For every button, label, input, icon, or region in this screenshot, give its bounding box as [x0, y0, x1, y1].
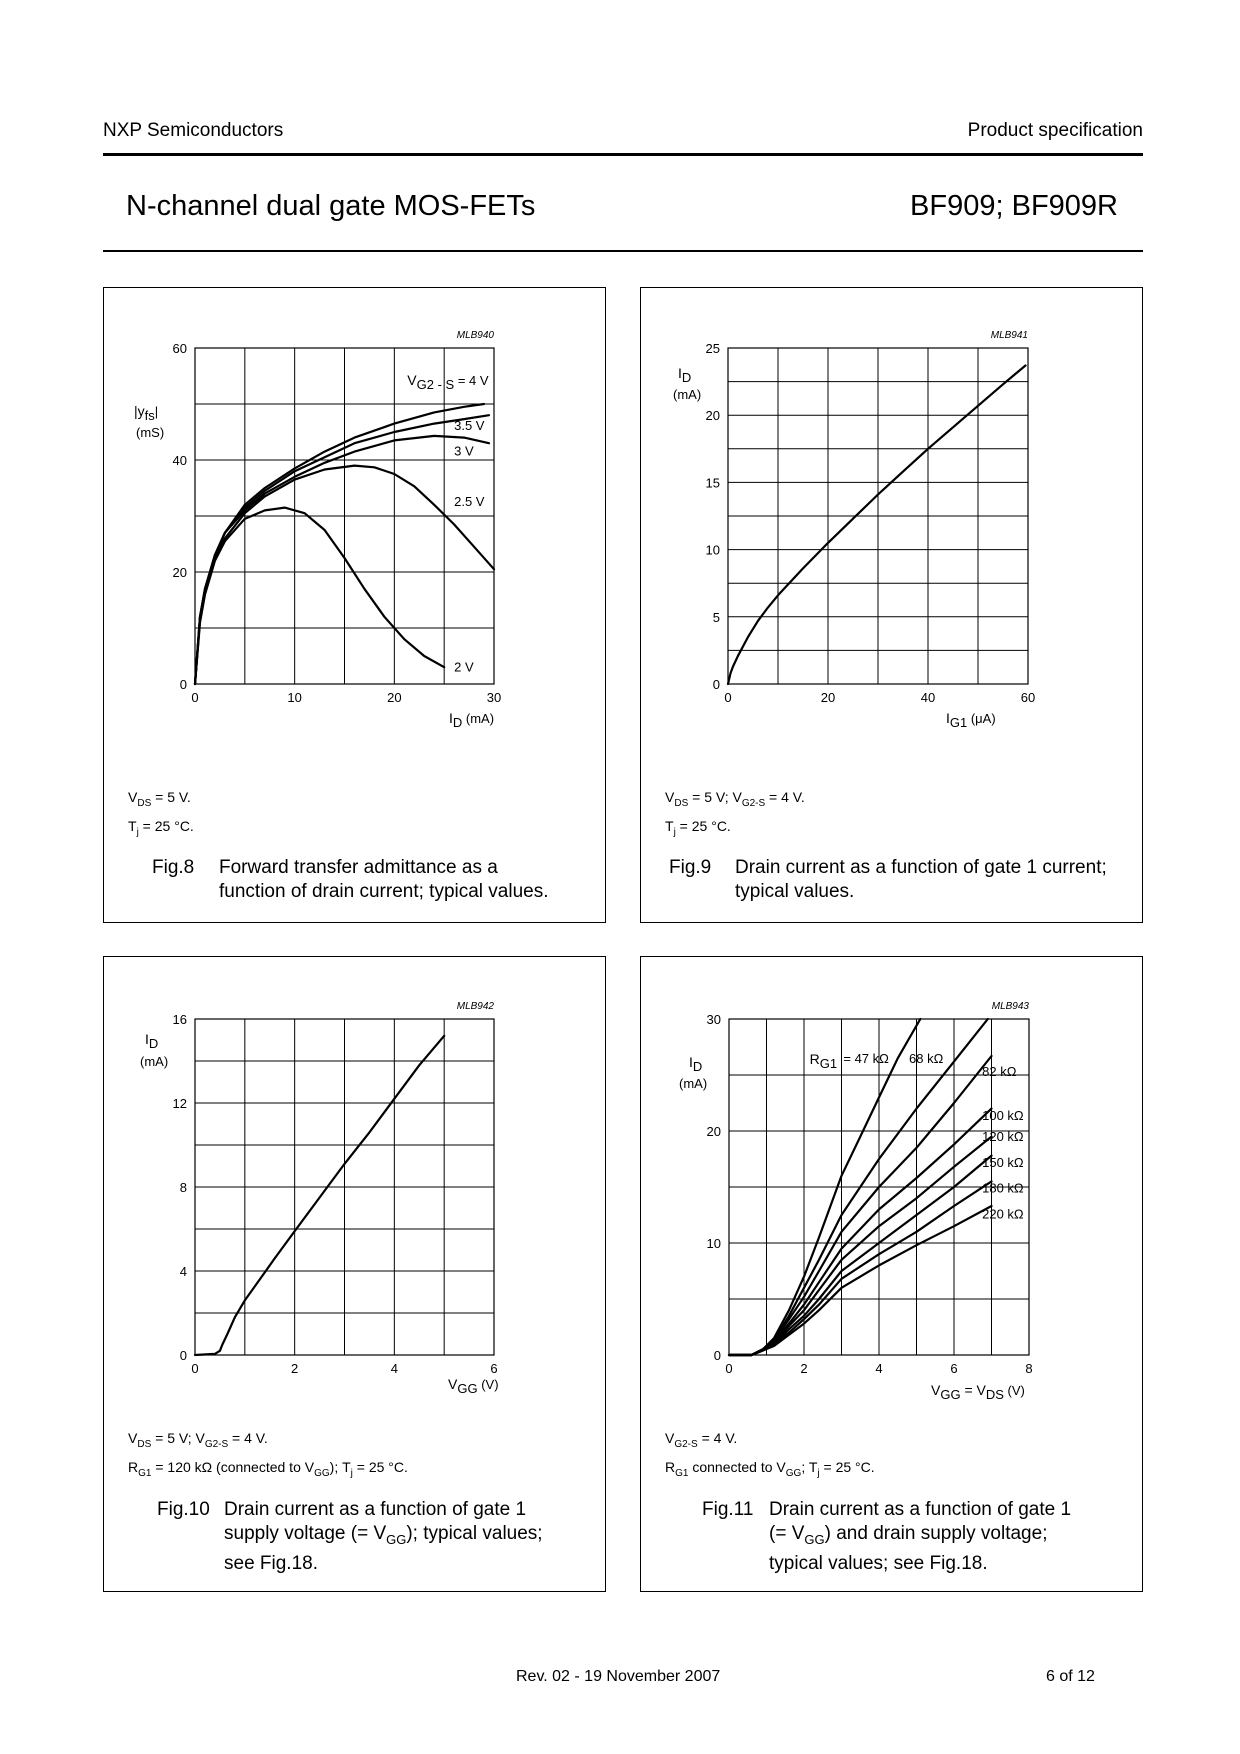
- x-tick-label: 40: [920, 690, 936, 705]
- series-label: 100 kΩ: [982, 1107, 1024, 1123]
- y-tick-label: 10: [706, 1236, 721, 1251]
- figure-8: [103, 287, 606, 923]
- condition-line: $R_{G1} = 120$ kΩ (connected to $V_{GG}$); $T_j = 25$ °C.: [128, 1458, 408, 1479]
- series-line: [195, 436, 489, 684]
- figure-11-conditions: [665, 1427, 875, 1485]
- y-tick-label: 4: [179, 1264, 187, 1279]
- series-label: 2 V: [454, 659, 474, 675]
- figure-8-conditions: [128, 786, 194, 844]
- y-axis-unit: (mA): [679, 1076, 708, 1091]
- x-tick-label: 6: [950, 1361, 958, 1376]
- legend-prefix: RG1: [809, 1050, 838, 1071]
- y-axis-label: ID: [689, 1054, 703, 1074]
- series-label: 68 kΩ: [909, 1051, 944, 1067]
- caption-line: typical values; see Fig.18.: [769, 1552, 988, 1574]
- y-tick-label: 12: [172, 1096, 187, 1111]
- caption-line: (= $V_{GG}$) and drain supply voltage;: [769, 1523, 1048, 1547]
- y-tick-label: 10: [705, 542, 720, 558]
- condition-line: $V_{DS} = 5$ V; $V_{G2-S} = 4$ V.: [665, 789, 805, 809]
- caption-line: see Fig.18.: [224, 1552, 318, 1574]
- series-line: [729, 1109, 992, 1355]
- y-tick-label: 0: [179, 1348, 187, 1363]
- document-type: Product specification: [967, 120, 1143, 141]
- figure-9-caption: [669, 856, 1107, 904]
- figure-11-caption: [702, 1498, 1071, 1576]
- figure-11: [640, 956, 1143, 1592]
- series-line: [729, 1181, 992, 1355]
- y-tick-label: 0: [713, 1348, 721, 1363]
- caption-line: typical values.: [735, 881, 855, 902]
- x-tick-label: 2: [800, 1361, 808, 1376]
- y-tick-label: 20: [172, 565, 187, 580]
- series-line: [195, 404, 484, 684]
- chart-code: MLB943: [991, 1001, 1029, 1012]
- y-axis-unit: (mS): [136, 425, 165, 440]
- figure-9-conditions: [665, 786, 805, 844]
- y-tick-label: 25: [705, 341, 720, 356]
- series-label: 150 kΩ: [982, 1154, 1024, 1170]
- x-tick-label: 4: [875, 1361, 883, 1376]
- x-tick-label: 20: [387, 690, 402, 705]
- condition-line: $V_{DS} = 5$ V; $V_{G2-S} = 4$ V.: [128, 1430, 268, 1450]
- series-label: 3 V: [454, 443, 474, 459]
- y-tick-label: 15: [705, 475, 720, 491]
- title-rule: [103, 250, 1143, 252]
- y-tick-label: 20: [706, 1124, 721, 1139]
- company-name: NXP Semiconductors: [103, 120, 284, 141]
- y-tick-label: 0: [179, 677, 187, 692]
- caption-line: function of drain current; typical values.: [219, 881, 549, 902]
- header-rule: [103, 153, 1143, 156]
- x-tick-label: 2: [291, 1361, 299, 1376]
- figure-9: [640, 287, 1143, 923]
- series-label: 2.5 V: [454, 493, 485, 509]
- series-line: [729, 1137, 992, 1355]
- y-tick-label: 30: [706, 1012, 721, 1027]
- x-axis-label: VGG (V): [448, 1376, 499, 1396]
- revision-info: Rev. 02 - 19 November 2007: [516, 1668, 721, 1685]
- series-label: 82 kΩ: [982, 1064, 1017, 1080]
- series-label: 180 kΩ: [982, 1180, 1024, 1196]
- caption-line: Drain current as a function of gate 1: [224, 1499, 527, 1520]
- y-axis-label: ID: [145, 1031, 159, 1051]
- series-line: [195, 508, 444, 684]
- series-line: [728, 366, 1026, 685]
- chart-code: MLB942: [456, 1001, 494, 1012]
- figure-10-conditions: [128, 1427, 408, 1485]
- y-tick-label: 60: [172, 341, 187, 356]
- series-label: 3.5 V: [454, 417, 485, 433]
- x-tick-label: 20: [820, 690, 836, 705]
- series-label: 220 kΩ: [982, 1206, 1024, 1222]
- x-tick-label: 0: [724, 690, 732, 705]
- x-tick-label: 10: [287, 690, 302, 705]
- y-tick-label: 8: [179, 1180, 187, 1195]
- y-tick-label: 0: [712, 677, 720, 692]
- caption-line: Forward transfer admittance as a: [219, 857, 498, 878]
- y-axis-unit: (mA): [673, 387, 702, 402]
- x-tick-label: 6: [490, 1361, 498, 1376]
- figure-10: [103, 956, 606, 1592]
- y-tick-label: 16: [172, 1012, 187, 1027]
- y-tick-label: 5: [712, 609, 720, 625]
- page-number: 6 of 12: [1046, 1668, 1095, 1685]
- caption-line: supply voltage (= $V_{GG}$); typical values;: [224, 1523, 543, 1547]
- condition-line: $T_j = 25$ °C.: [665, 817, 731, 838]
- caption-line: Drain current as a function of gate 1 current;: [735, 857, 1107, 878]
- x-tick-label: 0: [191, 1361, 199, 1376]
- x-tick-label: 60: [1020, 690, 1036, 705]
- chart-code: MLB940: [456, 330, 494, 341]
- y-tick-label: 40: [172, 453, 187, 468]
- condition-line: $R_{G1}$ connected to $V_{GG}$; $T_j = 25$ °C.: [665, 1458, 875, 1479]
- y-axis-unit: (mA): [140, 1054, 169, 1069]
- x-tick-label: 8: [1025, 1361, 1033, 1376]
- series-label-4v: VG2 - S = 4 V: [407, 372, 489, 393]
- y-axis-label: ID: [678, 365, 692, 385]
- condition-line: $V_{DS} = 5$ V.: [128, 789, 191, 809]
- caption-line: Drain current as a function of gate 1: [769, 1499, 1072, 1520]
- caption-number: Fig.8: [152, 857, 195, 878]
- x-tick-label: 4: [390, 1361, 398, 1376]
- x-axis-label: ID (mA): [449, 710, 495, 730]
- figure-8-caption: [152, 856, 549, 904]
- x-tick-label: 0: [191, 690, 199, 705]
- figure-10-caption: [157, 1498, 543, 1576]
- document-title: N-channel dual gate MOS-FETs: [126, 190, 536, 222]
- part-number: BF909; BF909R: [910, 190, 1118, 222]
- x-axis-label: VGG = VDS (V): [931, 1382, 1025, 1402]
- x-tick-label: 30: [486, 690, 502, 705]
- series-label: = 47 kΩ: [843, 1051, 889, 1067]
- series-label: 120 kΩ: [982, 1129, 1024, 1145]
- condition-line: $V_{G2-S} = 4$ V.: [665, 1430, 738, 1450]
- caption-number: Fig.11: [702, 1499, 754, 1520]
- series-line: [729, 1056, 992, 1355]
- series-line: [195, 1036, 444, 1355]
- caption-number: Fig.10: [157, 1499, 210, 1520]
- caption-number: Fig.9: [669, 857, 712, 878]
- chart-code: MLB941: [990, 330, 1028, 341]
- y-tick-label: 20: [705, 408, 720, 424]
- x-tick-label: 0: [725, 1361, 733, 1376]
- x-axis-label: IG1 (μA): [946, 710, 996, 730]
- condition-line: $T_j = 25$ °C.: [128, 817, 194, 838]
- y-axis-label: |yfs|: [134, 403, 159, 423]
